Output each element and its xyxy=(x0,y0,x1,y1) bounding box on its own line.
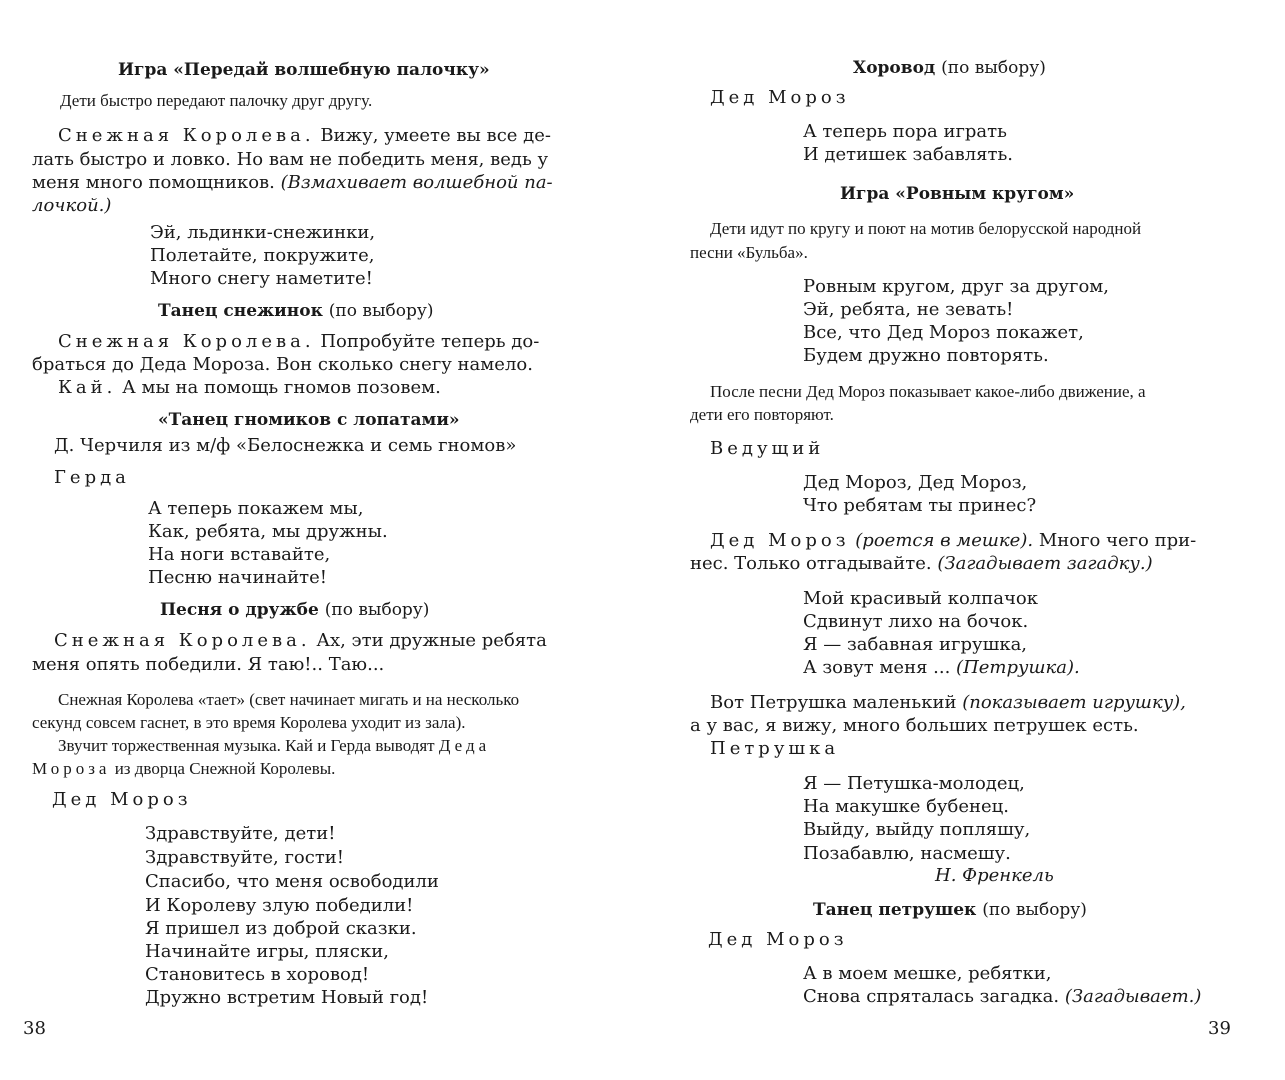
verse-line: Спасибо, что меня освободили xyxy=(145,871,439,892)
dialogue-text: А мы на помощь гномов позовем. xyxy=(122,377,441,398)
page-number: 39 xyxy=(1208,1018,1231,1039)
heading-gnomes-dance: «Танец гномиков с лопатами» xyxy=(158,410,460,430)
speaker-name: Снежная Королева. xyxy=(54,630,311,651)
verse-line: Что ребятам ты принес? xyxy=(803,495,1037,516)
verse-line: Полетайте, покружите, xyxy=(150,245,375,266)
stage-remark: (Загадывает загадку.) xyxy=(937,553,1153,574)
dialogue-text: Ах, эти дружные ребята xyxy=(316,630,547,651)
verse-line: Будем дружно повторять. xyxy=(803,345,1049,366)
verse-line: Становитесь в хоровод! xyxy=(145,964,370,985)
dialogue-line xyxy=(710,532,1196,550)
verse-line: Здравствуйте, гости! xyxy=(145,847,345,868)
verse-line: Эй, льдинки-снежинки, xyxy=(150,222,376,243)
dialogue-text: Вот Петрушка маленький xyxy=(710,692,957,713)
dialogue-line xyxy=(710,694,1186,712)
heading-note: (по выбору) xyxy=(328,301,434,321)
speaker-name: Герда xyxy=(54,467,130,488)
verse-line: А в моем мешке, ребятки, xyxy=(803,963,1052,984)
verse-text: Снова спряталась загадка. xyxy=(803,986,1060,1007)
heading-game-magic-wand: Игра «Передай волшебную палочку» xyxy=(118,60,490,80)
dialogue-line: лать быстро и ловко. Но вам не победить меня, ведь у xyxy=(32,149,549,170)
speaker-name: Снежная Королева. xyxy=(58,125,315,146)
verse-line: Дед Мороз, Дед Мороз, xyxy=(803,472,1028,493)
verse-line: И детишек забавлять. xyxy=(803,144,1013,165)
stage-direction: Дети идут по кругу и поют на мотив белорусской народной xyxy=(710,219,1142,238)
dialogue-line xyxy=(690,555,1153,573)
stage-remark: (роется в мешке). xyxy=(855,530,1034,551)
heading-title: Танец петрушек xyxy=(813,900,977,920)
music-credit: Д. Черчиля из м/ф «Белоснежка и семь гномов» xyxy=(54,435,517,456)
heading-note: (по выбору) xyxy=(982,900,1087,920)
heading-note: (по выбору) xyxy=(324,600,430,620)
verse-line: Ровным кругом, друг за другом, xyxy=(803,276,1110,297)
character-name: Деда xyxy=(438,736,491,755)
verse-line: Дружно встретим Новый год! xyxy=(145,987,429,1008)
verse-line xyxy=(803,659,1080,677)
dialogue-text: нес. Только отгадывайте. xyxy=(690,553,932,574)
page-number: 38 xyxy=(23,1018,46,1039)
heading-snowflake-dance xyxy=(158,303,433,320)
dialogue-text: Много чего при- xyxy=(1038,530,1197,551)
heading-note: (по выбору) xyxy=(941,58,1046,78)
verse-line: Я — Петушка-молодец, xyxy=(803,773,1025,794)
heading-game-even-circle: Игра «Ровным кругом» xyxy=(840,184,1075,204)
speaker-name: Ведущий xyxy=(710,438,825,459)
right-page xyxy=(645,0,1285,1080)
speaker-name: Кай. xyxy=(58,377,117,398)
stage-remark: лочкой.) xyxy=(32,195,112,216)
dialogue-line xyxy=(58,127,551,145)
verse-line: Мой красивый колпачок xyxy=(803,588,1038,609)
verse-line: Песню начинайте! xyxy=(148,567,328,588)
verse-text: А зовут меня ... xyxy=(803,657,951,678)
verse-line: Я пришел из доброй сказки. xyxy=(145,918,417,939)
stage-direction: песни «Бульба». xyxy=(690,243,808,262)
verse-line: А теперь пора играть xyxy=(803,121,1007,142)
dialogue-line: меня опять победили. Я таю!.. Таю... xyxy=(32,654,385,675)
stage-direction: Дети быстро передают палочку друг другу. xyxy=(60,91,373,110)
stage-remark: (Взмахивает волшебной па- xyxy=(280,172,553,193)
dialogue-line: браться до Деда Мороза. Вон сколько снегу намело. xyxy=(32,354,533,375)
verse-line: Эй, ребята, не зевать! xyxy=(803,299,1014,320)
stage-text: из дворца Снежной Королевы. xyxy=(114,759,336,778)
riddle-answer: (Петрушка). xyxy=(956,657,1080,678)
heading-title: Хоровод xyxy=(853,58,936,78)
heading-title: Песня о дружбе xyxy=(160,600,319,620)
speaker-name: Дед Мороз xyxy=(52,789,192,810)
verse-line: Здравствуйте, дети! xyxy=(145,823,336,844)
verse-line: Позабавлю, насмешу. xyxy=(803,843,1011,864)
poem-author: Н. Френкель xyxy=(935,865,1054,886)
dialogue-text: Вижу, умеете вы все де- xyxy=(320,125,551,146)
heading-petrushka-dance xyxy=(813,902,1087,919)
verse-line: А теперь покажем мы, xyxy=(148,498,364,519)
dialogue-line: а у вас, я вижу, много больших петрушек есть. xyxy=(690,715,1139,736)
verse-line xyxy=(803,988,1201,1006)
dialogue-line xyxy=(58,333,539,351)
stage-direction: секунд совсем гаснет, в это время Королева уходит из зала). xyxy=(32,713,466,732)
heading-friendship-song xyxy=(160,602,429,619)
speaker-name: Петрушка xyxy=(710,738,840,759)
character-name: Мороза xyxy=(32,759,111,778)
dialogue-text: меня много помощников. xyxy=(32,172,275,193)
dialogue-line xyxy=(54,632,547,650)
speaker-name: Дед Мороз xyxy=(710,530,850,551)
dialogue-line xyxy=(32,174,553,192)
verse-line: На макушке бубенец. xyxy=(803,796,1009,817)
stage-remark: (Загадывает.) xyxy=(1064,986,1202,1007)
speaker-name: Дед Мороз xyxy=(708,929,848,950)
stage-direction: После песни Дед Мороз показывает какое-либо движение, а xyxy=(710,382,1146,401)
verse-line: Все, что Дед Мороз покажет, xyxy=(803,322,1084,343)
stage-text: Звучит торжественная музыка. Кай и Герда выводят xyxy=(58,736,435,755)
verse-line: На ноги вставайте, xyxy=(148,544,331,565)
stage-direction xyxy=(58,737,490,754)
verse-line: Начинайте игры, пляски, xyxy=(145,941,389,962)
speaker-name: Дед Мороз xyxy=(710,87,850,108)
verse-line: Я — забавная игрушка, xyxy=(803,634,1028,655)
verse-line: Сдвинут лихо на бочок. xyxy=(803,611,1029,632)
stage-direction: дети его повторяют. xyxy=(690,405,834,424)
dialogue-text: Попробуйте теперь до- xyxy=(320,331,540,352)
verse-line: Как, ребята, мы дружны. xyxy=(148,521,388,542)
stage-direction: Снежная Королева «тает» (свет начинает мигать и на несколько xyxy=(58,690,520,709)
speaker-name: Снежная Королева. xyxy=(58,331,315,352)
verse-line: Выйду, выйду попляшу, xyxy=(803,819,1031,840)
dialogue-line xyxy=(58,379,441,397)
stage-direction xyxy=(32,760,335,777)
left-page xyxy=(0,0,640,1080)
verse-line: Много снегу наметите! xyxy=(150,268,373,289)
verse-line: И Королеву злую победили! xyxy=(145,895,414,916)
stage-remark: (показывает игрушку), xyxy=(962,692,1186,713)
heading-khorovod xyxy=(853,60,1046,77)
heading-title: Танец снежинок xyxy=(158,301,323,321)
